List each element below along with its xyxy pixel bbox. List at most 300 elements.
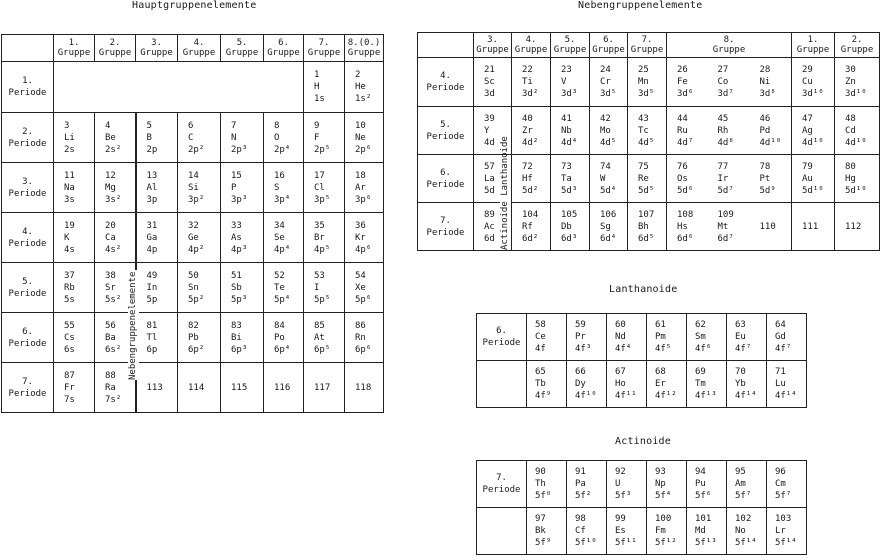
atomic-number: 1 [314, 70, 320, 80]
period-row [2, 62, 384, 113]
period-row [418, 107, 880, 155]
atomic-number: 116 [274, 382, 291, 393]
period-label: 6. Periode [477, 314, 527, 361]
sub-title: Nebengruppenelemente [578, 0, 703, 11]
element-cell [304, 363, 345, 413]
element-cell [264, 163, 304, 213]
atomic-number: 90 [535, 467, 546, 477]
element-symbol: Ca [105, 232, 116, 243]
atomic-number: 88 [105, 370, 116, 381]
atomic-number: 89 [484, 209, 495, 220]
atomic-number: 100 [655, 514, 672, 524]
atomic-number: 32 [188, 220, 199, 231]
electron-config: 4f¹⁴ [775, 391, 797, 401]
element-cell [512, 155, 551, 203]
atomic-number: 64 [775, 320, 786, 330]
element-symbol: Tb [535, 379, 546, 389]
period-label: 7. Periode [418, 203, 474, 251]
element-cell [136, 313, 178, 363]
atomic-number: 47 [802, 113, 813, 124]
period-label: 6. Periode [418, 155, 474, 203]
element-symbol: Fm [655, 526, 666, 536]
element-symbol: Tl [146, 332, 158, 343]
electron-config: 5p [146, 294, 158, 305]
atomic-number: 117 [314, 382, 331, 393]
element-cell [647, 461, 687, 508]
electron-config: 5d⁴ [600, 185, 617, 196]
electron-config: 6p⁶ [355, 344, 372, 355]
atomic-number: 13 [146, 170, 158, 181]
electron-config: 4d⁷ [677, 137, 694, 148]
element-cell [628, 58, 667, 107]
atomic-number: 108 [677, 209, 694, 220]
element-cell [590, 58, 628, 107]
element-symbol: Se [274, 232, 285, 243]
element-symbol: Sm [695, 332, 706, 342]
element-symbol: Bi [231, 332, 242, 343]
electron-config: 4f⁵ [655, 344, 672, 354]
group-header: 6. Gruppe [590, 33, 628, 58]
electron-config: 4f [535, 344, 546, 354]
atomic-number: 81 [146, 320, 158, 331]
atomic-number: 11 [64, 170, 75, 181]
atomic-number: 84 [274, 320, 285, 331]
electron-config: 5f⁷ [775, 491, 792, 501]
atomic-number: 71 [775, 367, 786, 377]
element-cell [750, 203, 792, 251]
group-header: 2. Gruppe [835, 33, 880, 58]
electron-config: 4f¹⁴ [735, 391, 757, 401]
element-cell [647, 361, 687, 408]
element-cell [345, 163, 384, 213]
element-cell [345, 213, 384, 263]
element-cell [221, 113, 264, 163]
element-symbol: N [231, 132, 237, 143]
element-symbol: Cr [600, 77, 611, 87]
atomic-number: 17 [314, 170, 325, 181]
electron-config: 6d [484, 233, 495, 244]
atomic-number: 94 [695, 467, 706, 477]
element-cell [708, 155, 750, 203]
atomic-number: 83 [231, 320, 242, 331]
atomic-number: 24 [600, 65, 611, 75]
electron-config: 4f⁹ [535, 391, 552, 401]
element-cell [667, 203, 708, 251]
atomic-number: 105 [561, 209, 578, 220]
atomic-number: 40 [522, 113, 533, 124]
element-symbol: Cf [575, 526, 586, 536]
electron-config: 2p⁵ [314, 144, 331, 155]
atomic-number: 70 [735, 367, 746, 377]
electron-config: 2p [146, 144, 158, 155]
element-symbol: Mg [105, 182, 116, 193]
element-symbol: Ir [717, 173, 729, 184]
electron-config: 3d [484, 89, 495, 99]
element-symbol: Zr [522, 125, 533, 136]
electron-config: 4d⁵ [638, 137, 655, 148]
element-cell [345, 313, 384, 363]
element-cell [647, 314, 687, 361]
atomic-number: 26 [677, 65, 688, 75]
element-cell [178, 313, 221, 363]
electron-config: 4p² [188, 244, 205, 255]
element-cell [527, 361, 567, 408]
element-cell [835, 58, 880, 107]
element-cell [551, 107, 590, 155]
element-cell [551, 58, 590, 107]
element-cell [54, 363, 95, 413]
element-symbol: Kr [355, 232, 366, 243]
element-cell [512, 107, 551, 155]
element-symbol: Yb [735, 379, 746, 389]
element-cell [264, 113, 304, 163]
element-cell [95, 213, 136, 263]
electron-config: 6d³ [561, 233, 578, 244]
electron-config: 4f⁶ [695, 344, 712, 354]
atomic-number: 6 [188, 120, 194, 131]
atomic-number: 91 [575, 467, 586, 477]
atomic-number: 113 [146, 382, 163, 393]
element-symbol: Pb [188, 332, 199, 343]
element-symbol: Dy [575, 379, 586, 389]
element-cell [54, 163, 95, 213]
atomic-number: 69 [695, 367, 706, 377]
element-symbol: La [484, 173, 495, 184]
element-cell [708, 203, 750, 251]
electron-config: 5f⁰ [535, 491, 552, 501]
atomic-number: 68 [655, 367, 666, 377]
corner-cell [2, 35, 54, 62]
element-symbol: Os [677, 173, 688, 184]
element-cell [792, 58, 835, 107]
element-cell [178, 263, 221, 313]
element-cell [136, 363, 178, 413]
atomic-number: 36 [355, 220, 366, 231]
electron-config: 6p [146, 344, 158, 355]
atomic-number: 48 [845, 113, 856, 124]
element-symbol: Bh [638, 221, 649, 232]
element-cell [512, 203, 551, 251]
period-label [477, 508, 527, 555]
element-symbol: Gd [775, 332, 786, 342]
electron-config: 4f⁷ [775, 344, 792, 354]
atomic-number: 2 [355, 70, 361, 80]
atomic-number: 34 [274, 220, 285, 231]
atomic-number: 75 [638, 161, 649, 172]
element-symbol: Ru [677, 125, 688, 136]
atomic-number: 53 [314, 270, 325, 281]
atomic-number: 63 [735, 320, 746, 330]
element-cell [221, 363, 264, 413]
electron-config: 5p⁶ [355, 294, 372, 305]
element-symbol: Pr [575, 332, 586, 342]
element-cell [835, 155, 880, 203]
atomic-number: 98 [575, 514, 586, 524]
element-symbol: Zn [845, 77, 856, 87]
atomic-number: 39 [484, 113, 495, 124]
element-cell [178, 363, 221, 413]
atomic-number: 19 [64, 220, 75, 231]
group-header: 3. Gruppe [136, 35, 178, 62]
atomic-number: 15 [231, 170, 242, 181]
atomic-number: 7 [231, 120, 237, 131]
electron-config: 4f¹³ [695, 391, 717, 401]
element-symbol: Lr [775, 526, 786, 536]
element-symbol: I [314, 282, 320, 293]
atomic-number: 73 [561, 161, 572, 172]
electron-config: 5f¹⁴ [735, 538, 757, 548]
element-symbol: Mn [638, 77, 649, 87]
electron-config: 5d¹⁰ [845, 185, 867, 196]
element-cell [687, 461, 727, 508]
element-cell [221, 313, 264, 363]
element-symbol: Sc [484, 77, 495, 87]
element-cell [54, 213, 95, 263]
atomic-number: 87 [64, 370, 75, 381]
period-row [2, 163, 384, 213]
electron-config: 4f⁷ [735, 344, 752, 354]
atomic-number: 9 [314, 120, 320, 131]
element-cell [304, 263, 345, 313]
atomic-number: 58 [535, 320, 546, 330]
element-symbol: Xe [355, 282, 366, 293]
electron-config: 6p⁴ [274, 344, 291, 355]
electron-config: 5d² [522, 185, 539, 196]
element-symbol: Cu [802, 77, 813, 87]
atomic-number: 44 [677, 113, 688, 124]
element-symbol: Pa [575, 479, 586, 489]
electron-config: 5p⁵ [314, 294, 331, 305]
atomic-number: 8 [274, 120, 280, 131]
electron-config: 1s [314, 94, 325, 104]
element-cell [551, 155, 590, 203]
element-symbol: Br [314, 232, 325, 243]
electron-config: 5d⁶ [677, 185, 694, 196]
electron-config: 6s² [105, 344, 122, 355]
element-cell [304, 313, 345, 363]
electron-config: 3p³ [231, 194, 248, 205]
period-label: 6. Periode [2, 313, 54, 363]
element-cell [304, 62, 345, 113]
element-cell [264, 363, 304, 413]
electron-config: 4p⁵ [314, 244, 331, 255]
element-symbol: Ge [188, 232, 199, 243]
period-label: 4. Periode [2, 213, 54, 263]
electron-config: 6p³ [231, 344, 248, 355]
atomic-number: 51 [231, 270, 242, 281]
period-label: 2. Periode [2, 113, 54, 163]
element-cell [590, 203, 628, 251]
period-row [418, 155, 880, 203]
element-symbol: In [146, 282, 158, 293]
electron-config: 4p [146, 244, 158, 255]
electron-config: 4s [64, 244, 75, 255]
atomic-number: 10 [355, 120, 366, 131]
atomic-number: 49 [146, 270, 158, 281]
atomic-number: 12 [105, 170, 116, 181]
atomic-number: 74 [600, 161, 611, 172]
atomic-number: 20 [105, 220, 116, 231]
f-row [477, 314, 807, 361]
element-cell [54, 313, 95, 363]
element-symbol: Y [484, 125, 490, 136]
electron-config: 7s² [105, 394, 122, 405]
electron-config: 3s [64, 194, 75, 205]
element-cell [727, 314, 767, 361]
main-title: Hauptgruppenelemente [132, 0, 257, 11]
element-cell [750, 107, 792, 155]
element-cell [767, 361, 807, 408]
element-cell [567, 508, 607, 555]
element-cell [54, 113, 95, 163]
element-symbol: Po [274, 332, 285, 343]
element-symbol: Tm [695, 379, 706, 389]
period-label: 7. Periode [2, 363, 54, 413]
element-symbol: U [615, 479, 621, 489]
electron-config: 5f⁹ [535, 538, 552, 548]
element-cell [750, 58, 792, 107]
electron-config: 5f¹⁴ [775, 538, 797, 548]
element-cell [727, 361, 767, 408]
element-symbol: Cs [64, 332, 75, 343]
element-cell [527, 461, 567, 508]
atomic-number: 14 [188, 170, 199, 181]
element-cell [792, 155, 835, 203]
element-symbol: Tc [638, 125, 649, 136]
lanthanoide-title: Lanthanoide [609, 284, 678, 295]
element-symbol: Nd [615, 332, 626, 342]
element-cell [750, 155, 792, 203]
electron-config: 6s [64, 344, 75, 355]
electron-config: 6d⁶ [677, 233, 694, 244]
atomic-number: 29 [802, 65, 813, 75]
element-cell [178, 113, 221, 163]
atomic-number: 18 [355, 170, 366, 181]
group-header: 5. Gruppe [221, 35, 264, 62]
electron-config: 5f⁴ [655, 491, 672, 501]
element-cell [607, 508, 647, 555]
period-label: 5. Periode [418, 107, 474, 155]
atomic-number: 16 [274, 170, 285, 181]
electron-config: 5s² [105, 294, 122, 305]
atomic-number: 50 [188, 270, 199, 281]
electron-config: 4d [484, 137, 495, 148]
element-symbol: Pm [655, 332, 666, 342]
element-symbol: Ho [615, 379, 626, 389]
electron-config: 5f¹⁰ [575, 538, 597, 548]
element-cell [667, 107, 708, 155]
period-row [418, 203, 880, 251]
electron-config: 4d¹⁰ [845, 137, 867, 148]
element-cell [727, 461, 767, 508]
electron-config: 5d [484, 185, 495, 196]
element-symbol: Nb [561, 125, 572, 136]
electron-config: 3d³ [561, 89, 578, 99]
element-cell [647, 508, 687, 555]
group-header: 7. Gruppe [628, 33, 667, 58]
element-symbol: Cd [845, 125, 856, 136]
period-label: 5. Periode [2, 263, 54, 313]
element-symbol: Md [695, 526, 706, 536]
atomic-number: 45 [717, 113, 729, 124]
atomic-number: 31 [146, 220, 158, 231]
element-symbol: Er [655, 379, 666, 389]
element-cell [178, 163, 221, 213]
atomic-number: 102 [735, 514, 752, 524]
element-symbol: Si [188, 182, 199, 193]
atomic-number: 80 [845, 161, 856, 172]
atomic-number: 3 [64, 120, 70, 131]
atomic-number: 42 [600, 113, 611, 124]
electron-config: 4p³ [231, 244, 248, 255]
electron-config: 3p⁶ [355, 194, 372, 205]
element-symbol: Mo [600, 125, 611, 136]
electron-config: 3d² [522, 89, 539, 99]
element-cell [178, 213, 221, 263]
atomic-number: 46 [759, 113, 771, 124]
electron-config: 3p² [188, 194, 205, 205]
element-cell [95, 163, 136, 213]
electron-config: 6d² [522, 233, 539, 244]
atomic-number: 109 [717, 209, 734, 220]
element-cell [590, 107, 628, 155]
electron-config: 3d¹⁰ [802, 89, 824, 99]
electron-config: 4f¹² [655, 391, 677, 401]
atomic-number: 41 [561, 113, 572, 124]
element-cell [345, 263, 384, 313]
element-cell [304, 163, 345, 213]
element-symbol: Pt [759, 173, 771, 184]
atomic-number: 52 [274, 270, 285, 281]
element-symbol: Np [655, 479, 666, 489]
atomic-number: 59 [575, 320, 586, 330]
element-cell [687, 314, 727, 361]
element-cell [474, 58, 512, 107]
element-symbol: Th [535, 479, 546, 489]
element-cell [727, 508, 767, 555]
f-row [477, 508, 807, 555]
element-cell [527, 508, 567, 555]
atomic-number: 38 [105, 270, 116, 281]
atomic-number: 4 [105, 120, 111, 131]
element-symbol: Pd [759, 125, 771, 136]
electron-config: 3s² [105, 194, 122, 205]
element-symbol: Na [64, 182, 75, 193]
element-cell [687, 508, 727, 555]
period-row [418, 58, 880, 107]
element-symbol: Ne [355, 132, 366, 143]
element-cell [345, 62, 384, 113]
element-cell [792, 203, 835, 251]
actinoide-side-label: Actinoide [500, 201, 510, 250]
element-symbol: Sb [231, 282, 242, 293]
element-symbol: Co [717, 77, 729, 87]
element-cell [687, 361, 727, 408]
electron-config: 5d³ [561, 185, 578, 196]
electron-config: 5s [64, 294, 75, 305]
element-cell [628, 107, 667, 155]
atomic-number: 79 [802, 161, 813, 172]
period-label: 7. Periode [477, 461, 527, 508]
atomic-number: 60 [615, 320, 626, 330]
element-symbol: At [314, 332, 325, 343]
element-cell [767, 314, 807, 361]
electron-config: 3d⁸ [759, 89, 776, 99]
electron-config: 5f¹² [655, 538, 677, 548]
atomic-number: 92 [615, 467, 626, 477]
group-header: 4. Gruppe [178, 35, 221, 62]
atomic-number: 30 [845, 65, 856, 75]
